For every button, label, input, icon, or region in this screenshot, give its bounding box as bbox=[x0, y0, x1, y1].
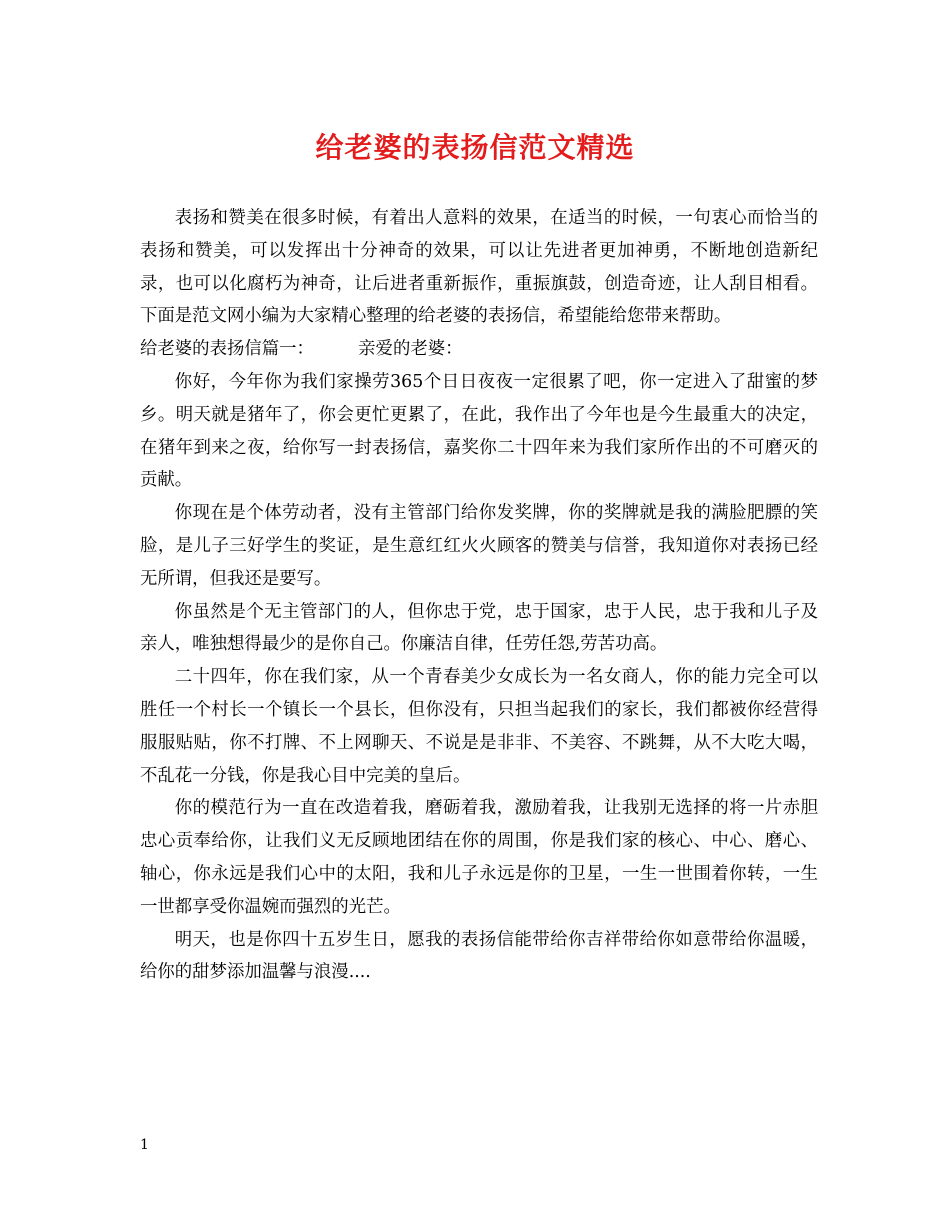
document-body bbox=[140, 202, 818, 989]
section-heading-line bbox=[140, 333, 818, 366]
body-paragraph: 二十四年，你在我们家，从一个青春美少女成长为一名女商人，你的能力完全可以胜任一个村长一个镇长一个县长，但你没有，只担当起我们的家长，我们都被你经营得服服贴贴，你不打牌、不上网聊天、不说是是非非、不美容、不跳舞，从不大吃大喝，不乱花一分钱，你是我心目中完美的皇后。 bbox=[140, 667, 818, 786]
section-heading: 给老婆的表扬信篇一： bbox=[140, 339, 314, 360]
body-paragraph: 你虽然是个无主管部门的人，但你忠于党，忠于国家，忠于人民，忠于我和儿子及亲人，唯独想得最少的是你自己。你廉洁自律，任劳任怨,劳苦功高。 bbox=[140, 601, 818, 655]
body-paragraph: 你现在是个体劳动者，没有主管部门给你发奖牌，你的奖牌就是我的满脸肥膘的笑脸，是儿子三好学生的奖证，是生意红红火火顾客的赞美与信誉，我知道你对表扬已经无所谓，但我还是要写。 bbox=[140, 503, 818, 589]
salutation: 亲爱的老婆： bbox=[358, 339, 463, 360]
page-number: 1 bbox=[140, 1137, 149, 1153]
body-paragraph: 你好，今年你为我们家操劳365个日日夜夜一定很累了吧，你一定进入了甜蜜的梦乡。明天就是猪年了，你会更忙更累了，在此，我作出了今年也是今生最重大的决定，在猪年到来之夜，给你写一封表扬信，嘉奖你二十四年来为我们家所作出的不可磨灭的贡献。 bbox=[140, 371, 818, 491]
body-paragraph: 你的模范行为一直在改造着我，磨砺着我，激励着我，让我别无选择的将一片赤胆忠心贡奉给你，让我们义无反顾地团结在你的周围，你是我们家的核心、中心、磨心、轴心，你永远是我们心中的太阳，我和儿子永远是你的卫星，一生一世围着你转，一生一世都享受你温婉而强烈的光芒。 bbox=[140, 798, 818, 917]
page-title: 给老婆的表扬信范文精选 bbox=[315, 131, 635, 164]
intro-paragraph: 表扬和赞美在很多时候，有着出人意料的效果，在适当的时候，一句衷心而恰当的表扬和赞美，可以发挥出十分神奇的效果，可以让先进者更加神勇，不断地创造新纪录，也可以化腐朽为神奇，让后进者重新振作，重振旗鼓，创造奇迹，让人刮目相看。下面是范文网小编为大家精心整理的给老婆的表扬信，希望能给您带来帮助。 bbox=[140, 208, 818, 327]
body-paragraph: 明天，也是你四十五岁生日，愿我的表扬信能带给你吉祥带给你如意带给你温暖，给你的甜梦添加温馨与浪漫.... bbox=[140, 929, 818, 983]
